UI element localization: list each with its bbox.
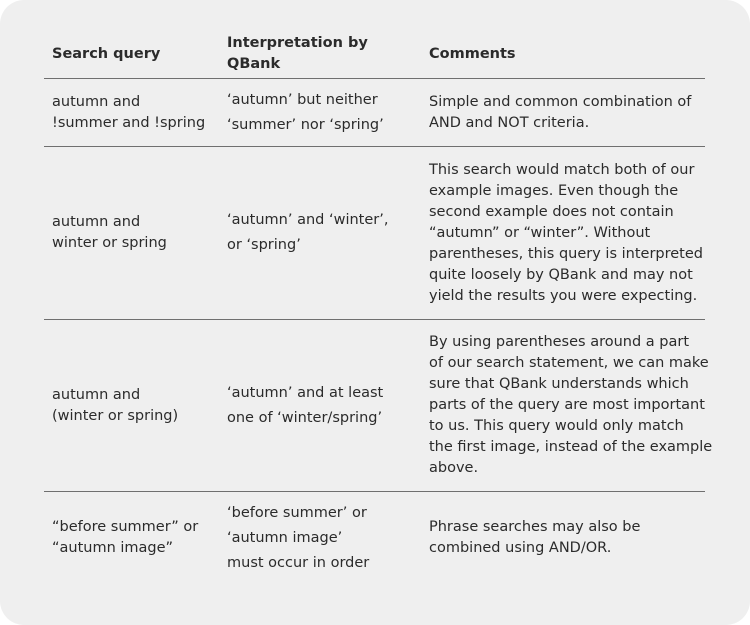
header-comments: Comments: [429, 45, 516, 62]
comments-cell: Simple and common combination of AND and NOT criteria.: [429, 93, 692, 131]
table-row: [44, 492, 705, 584]
interpretation-cell: ‘autumn’ but neither ‘summer’ nor ‘spring’: [227, 91, 384, 133]
query-cell: “before summer” or “autumn image”: [52, 519, 199, 556]
table-row: [44, 320, 713, 492]
table-row: [44, 147, 705, 320]
comments-cell: By using parentheses around a part of our search statement, we can make sure that QBank understands which parts of the query are most important to us. This query would only match the first image, instead of the example above.: [429, 334, 713, 476]
interpretation-cell: ‘before summer’ or ‘autumn image’ must occur in order: [227, 504, 370, 571]
query-cell: autumn and winter or spring: [52, 214, 167, 251]
search-syntax-table: [44, 30, 713, 584]
interpretation-cell: ‘autumn’ and ‘winter’, or ‘spring’: [227, 212, 389, 253]
table-header-row: [44, 30, 705, 79]
query-cell: autumn and !summer and !spring: [52, 93, 206, 131]
query-cell: autumn and (winter or spring): [52, 386, 179, 424]
interpretation-cell: ‘autumn’ and at least one of ‘winter/spring’: [227, 384, 384, 426]
header-search-query: Search query: [52, 45, 161, 62]
table-row: [44, 79, 705, 147]
comments-cell: This search would match both of our example images. Even though the second example does not contain “autumn” or “winter”. Without parentheses, this query is interpreted quite loosely by QBank and may not yield the results you were expecting.: [429, 161, 703, 304]
header-interpretation: Interpretation by QBank: [227, 35, 368, 72]
comments-cell: Phrase searches may also be combined using AND/OR.: [429, 519, 641, 556]
